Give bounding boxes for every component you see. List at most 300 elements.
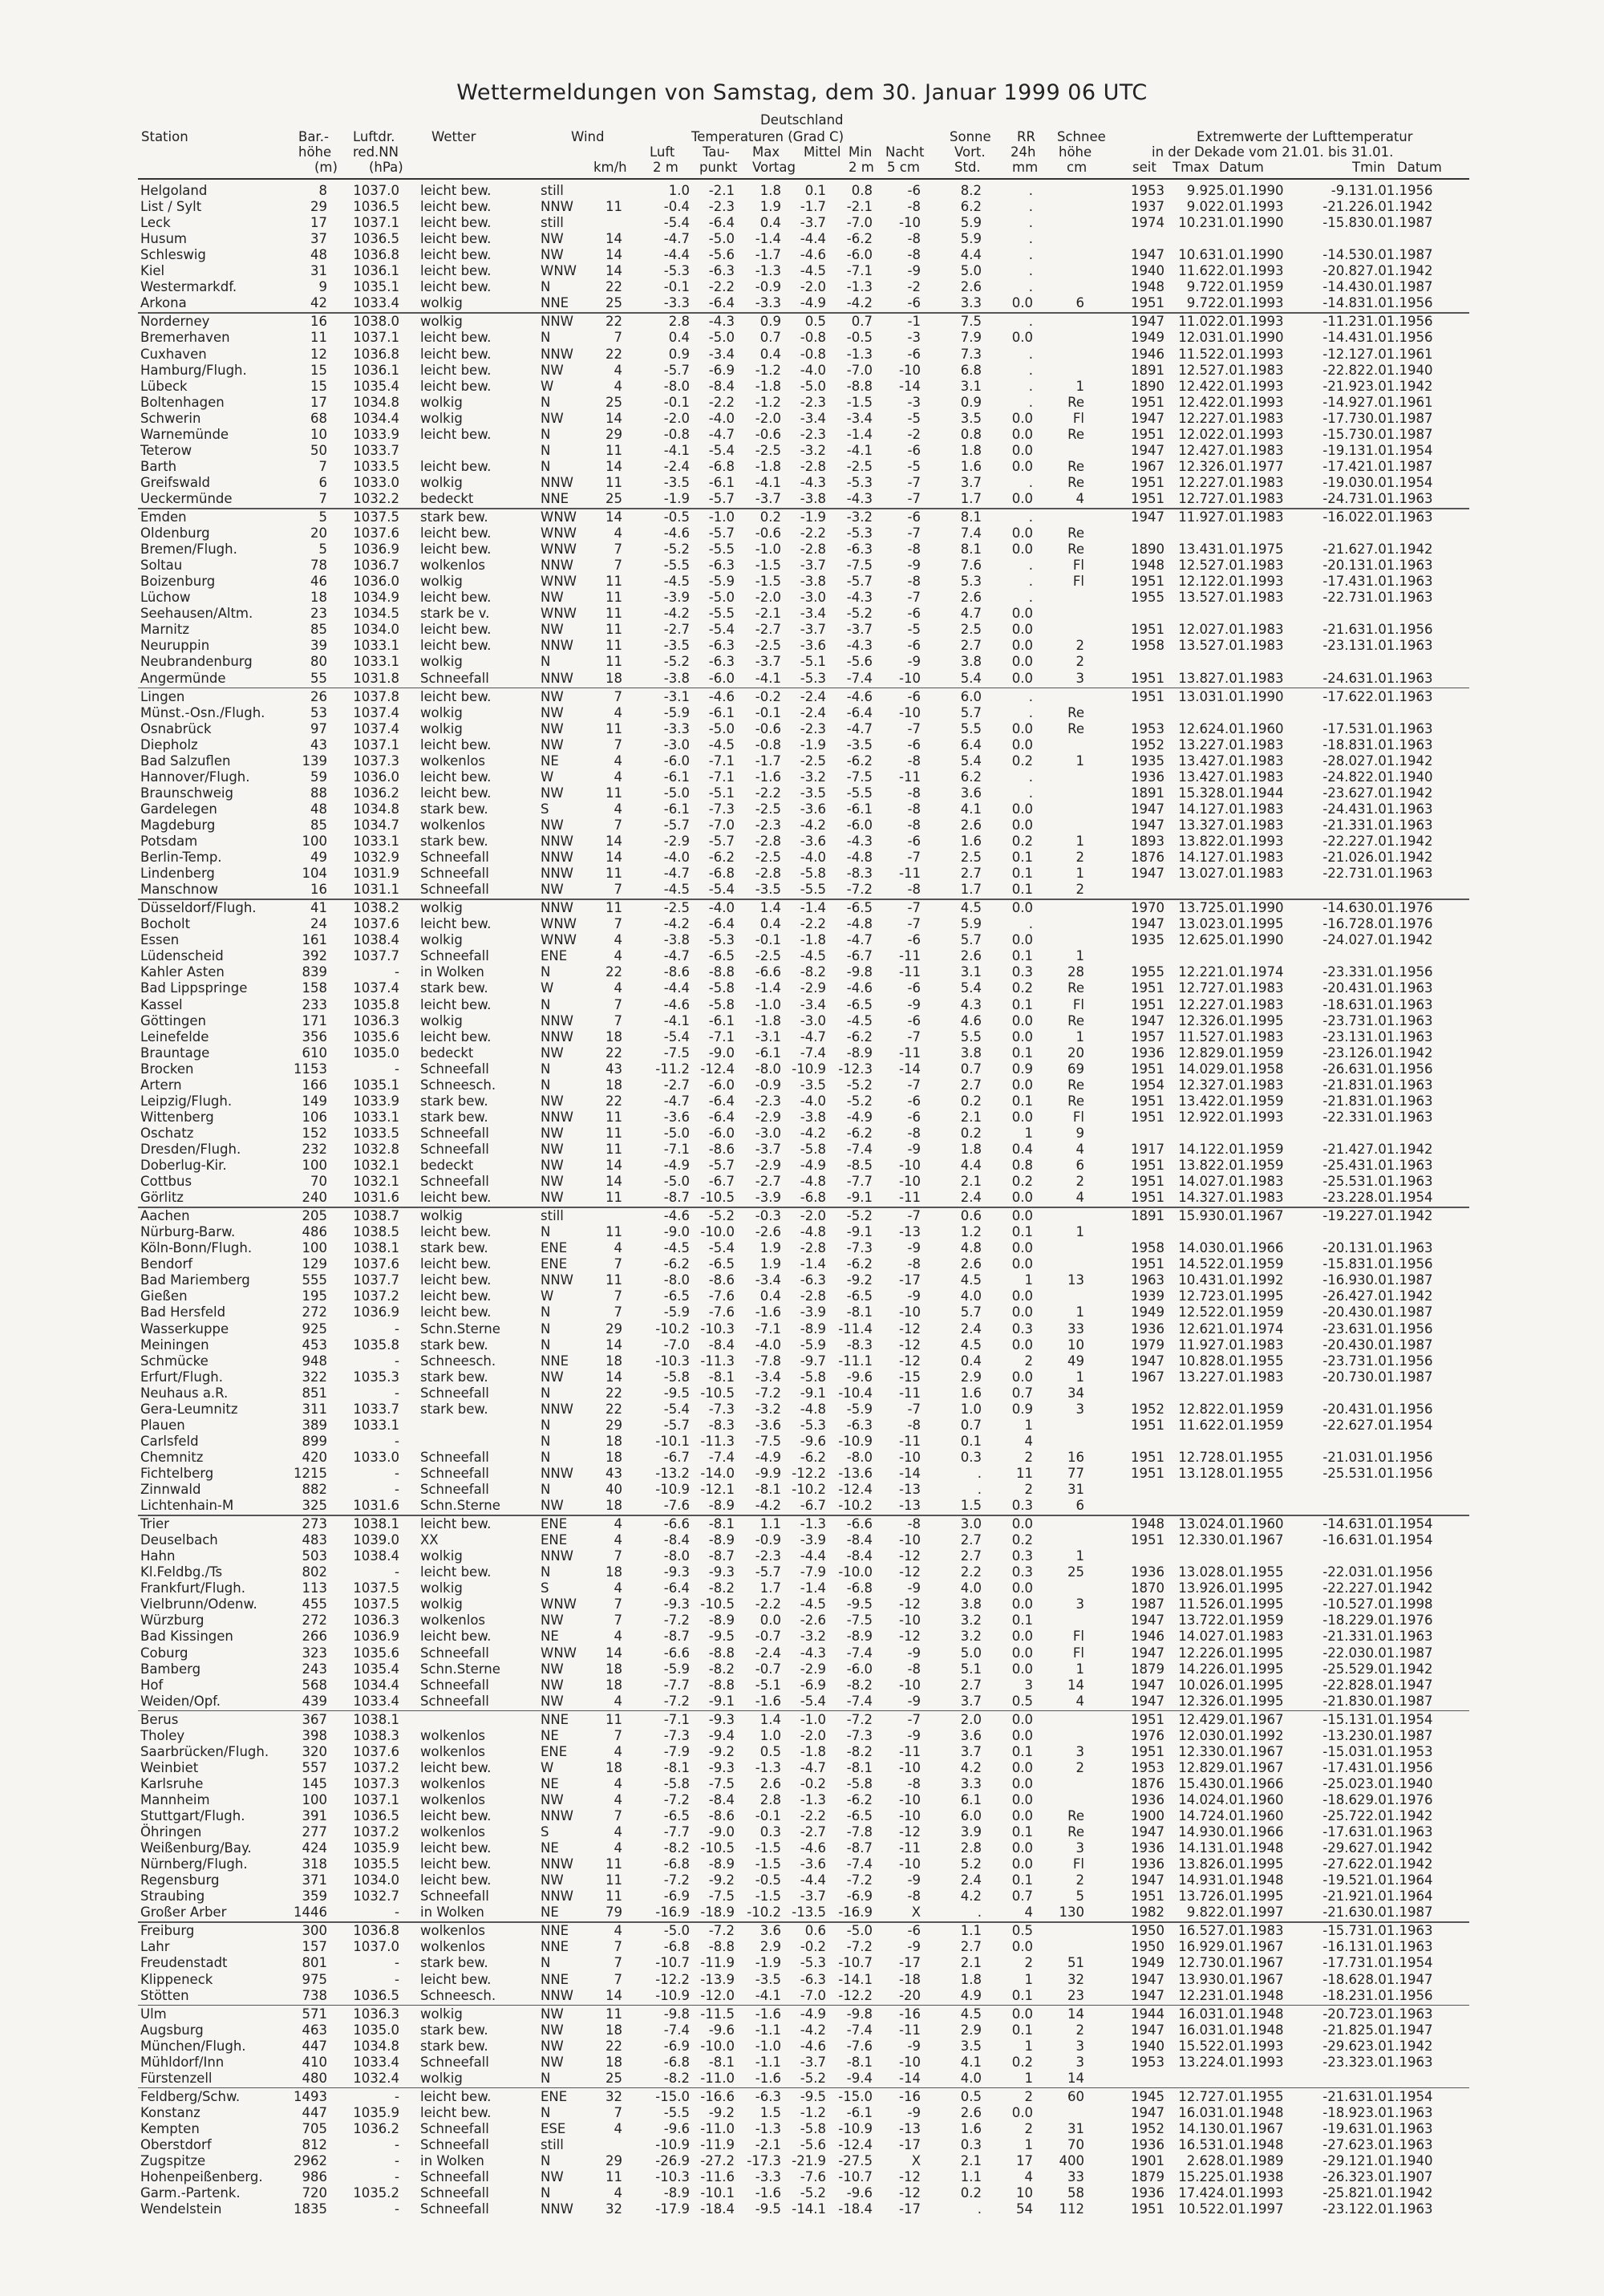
cell-station: Bamberg [140,1661,201,1677]
cell-schnee: Re [1067,1824,1084,1840]
cell-mittel: -4.8 [800,1224,826,1240]
cell-station: Coburg [140,1645,188,1661]
cell-sonne: 3.7 [960,474,982,490]
cell-sonne: 3.1 [960,964,982,980]
cell-tmax-datum: 28.01.1955 [1208,1564,1284,1580]
cell-wetter: bedeckt [420,490,474,506]
cell-station: Brauntage [140,1045,210,1061]
cell-tmin: -22.6 [1322,1417,1357,1433]
cell-min: -5.2 [846,606,873,622]
cell-tmin-datum: 31.01.1963 [1357,1174,1433,1190]
cell-tmin: -22.2 [1322,834,1357,849]
cell-tmin: -25.7 [1322,1808,1357,1823]
cell-min: -8.9 [846,1045,873,1061]
cell-wind-kmh: 7 [614,1596,622,1612]
cell-max: -2.9 [755,1109,781,1125]
cell-wetter: leicht bew. [420,1516,492,1532]
cell-wind-kmh: 7 [614,1012,622,1028]
cell-wetter: Schneefall [420,670,489,686]
cell-nacht: -10 [899,1759,921,1775]
cell-mittel: 0.1 [804,183,826,198]
cell-sonne: 2.4 [960,1872,982,1888]
cell-wind-kmh: 4 [614,1743,622,1759]
cell-bar-hoehe: 149 [302,1093,327,1109]
cell-mittel: -0.8 [800,346,826,362]
cell-seit: 1939 [1131,1288,1165,1304]
cell-mittel: -3.8 [800,490,826,506]
cell-wetter: Schneefall [420,2120,489,2136]
cell-seit: 1955 [1131,964,1165,980]
cell-min: -4.8 [846,850,873,866]
cell-wind-richtung: N [541,1337,551,1353]
cell-taupunkt: -6.1 [708,704,735,720]
cell-seit: 1953 [1131,183,1165,198]
cell-wetter: wolkig [420,314,463,330]
cell-tmin: -22.0 [1322,1645,1357,1661]
cell-sonne: 2.9 [960,1369,982,1385]
header-min-2: 2 m [849,160,874,175]
cell-schnee: 4 [1075,490,1084,506]
cell-tmin: -23.6 [1322,785,1357,801]
cell-min: -7.5 [846,769,873,785]
cell-station: Neuhaus a.R. [140,1385,229,1401]
cell-min: -9.4 [846,2070,873,2086]
cell-sonne: 4.8 [960,1240,982,1256]
cell-nacht: -12 [899,2185,921,2201]
cell-luftdruck: 1038.4 [353,1548,399,1564]
cell-wetter: leicht bew. [420,1564,492,1580]
cell-mittel: -8.9 [800,1320,826,1337]
cell-rr: 2 [1024,1955,1033,1971]
cell-tmin-datum: 23.01.1963 [1357,2054,1433,2070]
cell-luftdruck: 1035.3 [353,1369,399,1385]
cell-luft: -0.5 [663,509,690,525]
cell-wetter: leicht bew. [420,346,492,362]
cell-mittel: -9.5 [800,2088,826,2104]
cell-wind-kmh: 40 [606,1482,622,1497]
cell-tmin-datum: 25.01.1947 [1357,2022,1433,2038]
cell-tmin: -15.7 [1322,1923,1357,1939]
cell-wetter: Schneefall [420,2137,489,2152]
cell-wind-richtung: NW [541,622,564,638]
cell-tmin: -15.8 [1322,215,1357,231]
cell-seit: 1987 [1131,1596,1165,1612]
cell-luftdruck: 1037.4 [353,720,399,736]
cell-tmax-datum: 30.01.1967 [1208,1532,1284,1548]
cell-schnee: 10 [1067,1337,1084,1353]
cell-tmin: -21.0 [1322,1449,1357,1465]
cell-max: -0.9 [755,1532,781,1548]
cell-nacht: -6 [907,606,921,622]
cell-luftdruck: 1037.1 [353,1791,399,1807]
cell-tmax-datum: 31.01.1948 [1208,1987,1284,2003]
cell-max: -0.3 [755,1208,781,1224]
cell-nacht: -12 [899,1564,921,1580]
cell-wetter: Schneefall [420,2201,489,2217]
cell-luftdruck: 1034.0 [353,622,399,638]
table-row [0,1109,1604,1126]
cell-bar-hoehe: 389 [302,1417,327,1433]
cell-wind-richtung: NE [541,1840,559,1856]
cell-tmax-datum: 27.01.1983 [1208,1923,1284,1939]
cell-tmin-datum: 31.01.1963 [1357,1093,1433,1109]
cell-tmax-datum: 22.01.1993 [1208,199,1284,215]
cell-tmax: 14.0 [1178,1791,1208,1807]
cell-mittel: -5.5 [800,882,826,898]
cell-tmin-datum: 31.01.1963 [1357,1077,1433,1093]
cell-bar-hoehe: 975 [302,1971,327,1987]
cell-nacht: -10 [899,1304,921,1320]
cell-seit: 1947 [1131,1872,1165,1888]
cell-max: 0.7 [759,330,781,346]
cell-nacht: -20 [899,1987,921,2003]
table-row [0,2038,1604,2055]
cell-taupunkt: -6.1 [708,474,735,490]
cell-wetter: leicht bew. [420,525,492,542]
cell-luftdruck: 1037.6 [353,525,399,542]
cell-mittel: -5.8 [800,2120,826,2136]
cell-sonne: 1.7 [960,490,982,506]
cell-rr: 0.0 [1011,1288,1033,1304]
cell-seit: 1891 [1131,1208,1165,1224]
cell-tmin: -15.1 [1322,1711,1357,1727]
cell-taupunkt: -5.0 [708,231,735,247]
cell-rr: . [1028,263,1033,279]
cell-sonne: 3.8 [960,1596,982,1612]
table-row [0,491,1604,507]
cell-bar-hoehe: 152 [302,1125,327,1141]
cell-max: -5.1 [755,1677,781,1693]
cell-wind-richtung: NNW [541,1888,574,1905]
cell-tmin-datum: 26.01.1942 [1357,1045,1433,1061]
cell-max: -0.7 [755,1661,781,1677]
cell-luftdruck: 1035.8 [353,996,399,1012]
cell-station: Karlsruhe [140,1775,204,1791]
cell-station: Emden [140,509,187,525]
cell-luft: -6.5 [663,1288,690,1304]
cell-wetter: wolkig [420,295,463,311]
cell-max: -2.3 [755,1093,781,1109]
cell-tmin-datum: 22.01.1940 [1357,769,1433,785]
cell-wetter: leicht bew. [420,1856,492,1872]
cell-rr: 0.1 [1011,866,1033,882]
cell-wind-richtung: N [541,1224,551,1240]
header-sonne-2: Vort. [954,144,986,160]
cell-wind-richtung: NW [541,704,564,720]
cell-seit: 1935 [1131,932,1165,948]
cell-wind-kmh: 18 [606,1564,622,1580]
cell-sonne: . [977,1482,982,1497]
cell-wind-richtung: NNW [541,638,574,654]
cell-taupunkt: -5.8 [708,996,735,1012]
cell-tmax: 14.1 [1178,1141,1208,1157]
cell-rr: 0.0 [1011,1028,1033,1045]
cell-seit: 1951 [1131,426,1165,442]
cell-tmax: 14.0 [1178,1240,1208,1256]
cell-luft: -5.3 [663,263,690,279]
cell-tmax: 12.2 [1178,474,1208,490]
cell-max: -3.0 [755,1125,781,1141]
cell-bar-hoehe: 104 [302,866,327,882]
cell-min: -5.8 [846,1775,873,1791]
cell-station: Soltau [140,558,183,574]
header-wind: Wind [571,129,605,144]
cell-rr: 0.1 [1011,1743,1033,1759]
table-row [0,1304,1604,1320]
cell-tmin: -20.1 [1322,558,1357,574]
cell-max: -4.2 [755,1498,781,1514]
cell-nacht: -9 [907,1240,921,1256]
cell-seit: 1936 [1131,1045,1165,1061]
cell-taupunkt: -7.5 [708,1775,735,1791]
cell-luftdruck: 1032.2 [353,490,399,506]
cell-nacht: -8 [907,542,921,558]
cell-min: -4.2 [846,295,873,311]
cell-seit: 1951 [1131,1465,1165,1481]
cell-luftdruck: 1032.1 [353,1158,399,1173]
cell-min: -3.4 [846,410,873,426]
cell-bar-hoehe: 11 [310,330,327,346]
cell-tmax-datum: 22.01.1959 [1208,1417,1284,1433]
cell-tmin: -21.6 [1322,542,1357,558]
cell-schnee: Fl [1072,1645,1084,1661]
cell-max: -6.1 [755,1045,781,1061]
cell-max: 2.8 [759,1791,781,1807]
cell-nacht: -8 [907,882,921,898]
cell-tmax-datum: 31.01.1990 [1208,247,1284,263]
cell-schnee: 20 [1067,1045,1084,1061]
cell-tmax-datum: 26.01.1995 [1208,1580,1284,1596]
cell-wind-kmh: 4 [614,362,622,378]
cell-tmin-datum: 30.01.1987 [1357,215,1433,231]
cell-tmax: 16.0 [1178,2022,1208,2038]
cell-bar-hoehe: 503 [302,1548,327,1564]
cell-tmin-datum: 31.01.1956 [1357,1987,1433,2003]
cell-tmax: 12.0 [1178,1727,1208,1743]
cell-min: -4.1 [846,442,873,458]
cell-luft: -1.9 [663,490,690,506]
cell-tmax: 12.5 [1178,1304,1208,1320]
cell-luftdruck: 1032.8 [353,1141,399,1157]
cell-luftdruck: 1037.3 [353,752,399,769]
cell-bar-hoehe: 882 [302,1482,327,1497]
cell-rr: 0.2 [1011,1174,1033,1190]
cell-sonne: 8.1 [960,542,982,558]
header-tmax: Tmax [1173,160,1210,175]
cell-min: -5.9 [846,1401,873,1417]
cell-wind-kmh: 22 [606,964,622,980]
cell-station: Lingen [140,688,185,704]
cell-taupunkt: -8.8 [708,1677,735,1693]
cell-rr: 0.0 [1011,801,1033,817]
cell-tmax: 15.4 [1178,1775,1208,1791]
cell-nacht: -14 [899,378,921,394]
table-row [0,964,1604,980]
cell-bar-hoehe: 367 [302,1711,327,1727]
cell-station: Schmücke [140,1353,209,1369]
cell-tmax: 13.4 [1178,769,1208,785]
cell-bar-hoehe: 100 [302,1791,327,1807]
cell-taupunkt: -11.9 [700,2137,735,2152]
cell-tmax: 13.0 [1178,1564,1208,1580]
cell-station: Dresden/Flugh. [140,1141,241,1157]
cell-tmin: -23.1 [1322,2201,1357,2217]
cell-schnee: 31 [1067,2120,1084,2136]
cell-bar-hoehe: 1493 [294,2088,327,2104]
cell-sonne: 5.0 [960,1645,982,1661]
cell-station: Bendorf [140,1256,193,1272]
cell-schnee: Re [1067,474,1084,490]
cell-taupunkt: -8.6 [708,1808,735,1823]
cell-wind-richtung: N [541,426,551,442]
cell-max: -1.0 [755,2038,781,2054]
cell-luftdruck: 1033.1 [353,1417,399,1433]
cell-luft: -10.3 [655,2169,690,2185]
cell-bar-hoehe: 48 [310,247,327,263]
cell-wind-richtung: NNW [541,1856,574,1872]
cell-bar-hoehe: 359 [302,1888,327,1905]
cell-seit: 1951 [1131,574,1165,590]
cell-schnee: Re [1067,720,1084,736]
cell-luft: -7.2 [663,1612,690,1629]
cell-wind-kmh: 11 [606,1224,622,1240]
cell-bar-hoehe: 463 [302,2022,327,2038]
cell-luft: -4.7 [663,948,690,964]
cell-rr: 0.0 [1011,426,1033,442]
cell-station: Schleswig [140,247,206,263]
cell-luftdruck: - [395,2153,399,2169]
cell-sonne: 2.2 [960,1564,982,1580]
cell-wind-richtung: NNW [541,670,574,686]
table-row [0,1402,1604,1418]
cell-luftdruck: 1036.0 [353,574,399,590]
cell-taupunkt: -8.9 [708,1498,735,1514]
cell-tmin-datum: 28.01.1947 [1357,1971,1433,1987]
cell-luft: -7.7 [663,1677,690,1693]
cell-tmin: -18.2 [1322,1612,1357,1629]
cell-nacht: -8 [907,817,921,833]
cell-seit: 1951 [1131,670,1165,686]
cell-min: -7.2 [846,1939,873,1955]
cell-mittel: -5.0 [800,378,826,394]
cell-tmax: 10.2 [1178,215,1208,231]
cell-luft: -5.7 [663,1417,690,1433]
cell-max: -3.1 [755,1028,781,1045]
cell-tmax: 12.6 [1178,932,1208,948]
cell-station: Seehausen/Altm. [140,606,253,622]
cell-wind-richtung: NNW [541,1465,574,1481]
cell-mittel: -3.0 [800,590,826,606]
cell-sonne: 0.2 [960,2185,982,2201]
cell-wind-kmh: 4 [614,769,622,785]
cell-station: Zugspitze [140,2153,206,2169]
cell-wetter: stark bew. [420,1240,488,1256]
cell-rr: 4 [1024,2169,1033,2185]
cell-tmax: 12.7 [1178,1955,1208,1971]
table-row [0,295,1604,311]
cell-tmax: 13.4 [1178,1093,1208,1109]
cell-schnee: 69 [1067,1061,1084,1077]
cell-tmin-datum: 22.01.1942 [1357,1856,1433,1872]
cell-wetter: wolkig [420,654,463,670]
cell-luft: -17.9 [655,2201,690,2217]
cell-schnee: 2 [1075,1759,1084,1775]
cell-mittel: -2.2 [800,525,826,542]
cell-tmin: -21.2 [1322,199,1357,215]
cell-wind-richtung: NNW [541,558,574,574]
cell-station: Stuttgart/Flugh. [140,1808,245,1823]
cell-mittel: -7.6 [800,2169,826,2185]
cell-nacht: -16 [899,2088,921,2104]
cell-luftdruck: 1034.9 [353,590,399,606]
cell-tmin-datum: 31.01.1956 [1357,1449,1433,1465]
cell-wind-kmh: 18 [606,2054,622,2070]
table-row [0,785,1604,801]
table-row [0,199,1604,215]
cell-seit: 1952 [1131,736,1165,752]
cell-schnee: 2 [1075,638,1084,654]
cell-tmin: -26.3 [1322,2169,1357,2185]
cell-tmin: -21.8 [1322,1093,1357,1109]
cell-sonne: 3.2 [960,1629,982,1645]
cell-tmin: -25.5 [1322,1465,1357,1481]
cell-bar-hoehe: 839 [302,964,327,980]
cell-tmin: -24.0 [1322,932,1357,948]
cell-rr: 0.0 [1011,525,1033,542]
cell-station: Bad Kissingen [140,1629,233,1645]
cell-tmin-datum: 31.01.1956 [1357,295,1433,311]
cell-wind-kmh: 7 [614,1304,622,1320]
cell-bar-hoehe: 571 [302,2006,327,2022]
cell-nacht: -13 [899,1498,921,1514]
cell-taupunkt: -6.3 [708,654,735,670]
cell-rr: 0.1 [1011,882,1033,898]
cell-taupunkt: -4.3 [708,314,735,330]
cell-luftdruck: - [395,2088,399,2104]
cell-bar-hoehe: 453 [302,1337,327,1353]
cell-min: -1.4 [846,426,873,442]
cell-taupunkt: -7.5 [708,1888,735,1905]
cell-tmin: -22.2 [1322,1580,1357,1596]
cell-sonne: 1.6 [960,458,982,474]
cell-wind-kmh: 11 [606,1141,622,1157]
cell-bar-hoehe: 85 [310,622,327,638]
cell-nacht: -6 [907,688,921,704]
cell-wind-kmh: 7 [614,330,622,346]
cell-schnee: 2 [1075,1872,1084,1888]
cell-taupunkt: -7.1 [708,769,735,785]
cell-wind-richtung: NNE [541,1923,569,1939]
cell-mittel: -3.6 [800,834,826,849]
cell-bar-hoehe: 106 [302,1109,327,1125]
table-row [0,1353,1604,1369]
cell-rr: 0.8 [1011,1158,1033,1173]
cell-seit: 1947 [1131,2104,1165,2120]
cell-sonne: 4.9 [960,1987,982,2003]
cell-station: Magdeburg [140,817,216,833]
cell-station: Greifswald [140,474,211,490]
cell-tmax: 12.5 [1178,558,1208,574]
cell-station: Straubing [140,1888,205,1905]
cell-rr: . [1028,574,1033,590]
table-row [0,689,1604,705]
cell-min: -6.3 [846,1417,873,1433]
cell-wetter: leicht bew. [420,362,492,378]
cell-wind-richtung: NW [541,1093,564,1109]
cell-luftdruck: 1037.5 [353,509,399,525]
cell-station: Augsburg [140,2022,204,2038]
cell-taupunkt: -4.0 [708,410,735,426]
